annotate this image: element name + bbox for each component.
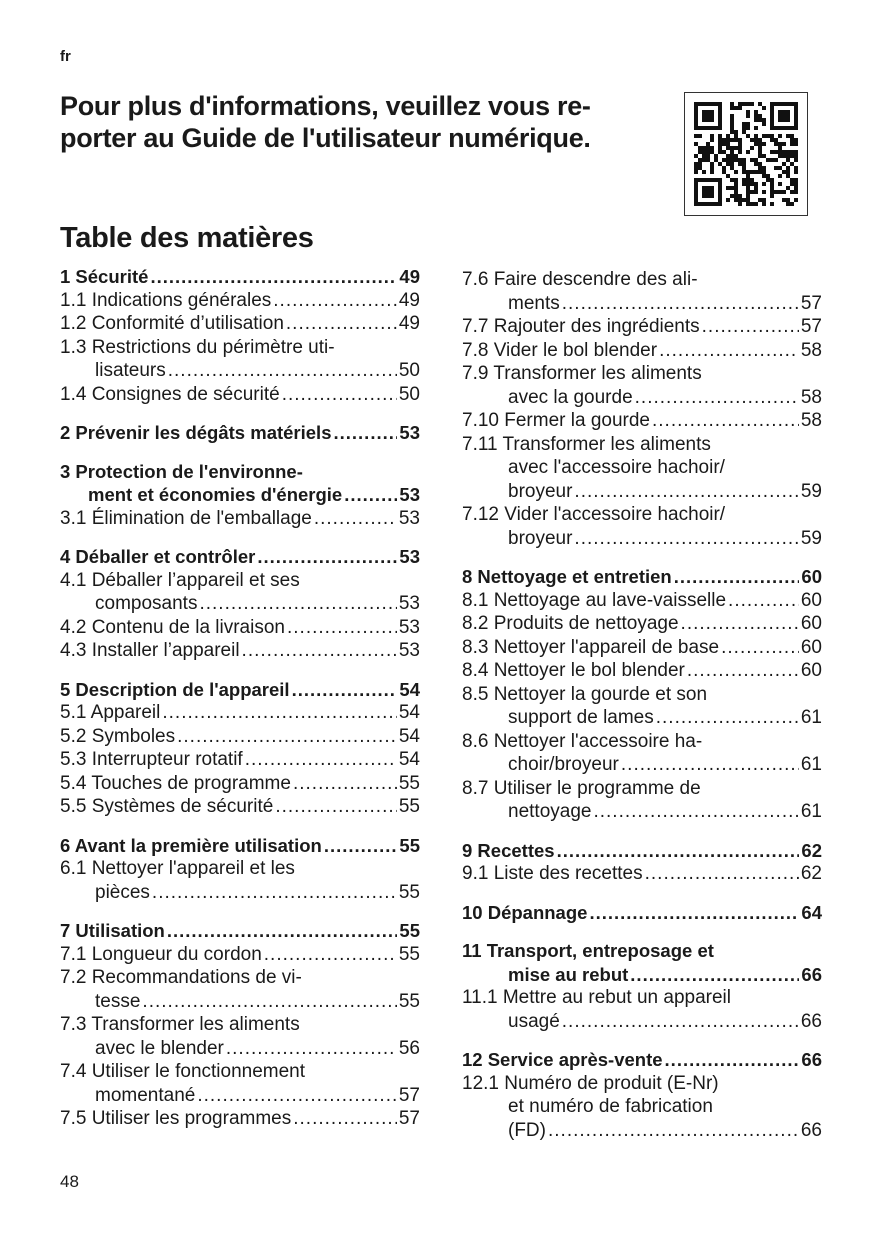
toc-page-number: 54 — [398, 749, 420, 770]
toc-chapter[interactable] — [462, 901, 822, 925]
toc-page-number: 53 — [399, 422, 420, 443]
dot-leader — [589, 901, 799, 925]
toc-entry-title: 1.1 Indications générales — [60, 289, 272, 311]
toc-entry-title: 3 Protection de l'environne- — [60, 460, 303, 482]
toc-entry-title: lisateurs — [95, 360, 166, 381]
toc-entry-title: avec le blender — [95, 1037, 224, 1059]
toc-entry-title: 4.1 Déballer l’appareil et ses — [60, 569, 300, 591]
toc-entry[interactable] — [60, 639, 420, 663]
toc-entry-title: broyeur — [508, 527, 573, 549]
toc-chapter[interactable] — [462, 839, 822, 863]
toc-entry[interactable] — [60, 507, 420, 531]
toc-entry-title: 5 Description de l'appareil — [60, 678, 290, 700]
dot-leader — [282, 383, 397, 407]
toc-entry-title: choir/broyeur — [508, 754, 619, 775]
toc-page-number: 59 — [800, 527, 822, 549]
qr-code — [684, 92, 808, 216]
toc-entry-title: nettoyage — [508, 801, 592, 822]
dot-leader — [656, 706, 799, 730]
dot-leader — [681, 612, 799, 636]
toc-page-number: 53 — [398, 616, 420, 638]
dot-leader — [162, 701, 397, 725]
dot-leader — [674, 565, 800, 589]
dot-leader — [275, 795, 397, 819]
toc-page-number: 55 — [398, 772, 420, 794]
dot-leader — [548, 1119, 799, 1143]
dot-leader — [293, 772, 397, 796]
toc-entry-title: mise au rebut — [508, 963, 629, 985]
headline-line-2: porter au Guide de l'utilisateur numérique. — [60, 123, 591, 153]
toc-entry-title: 12.1 Numéro de produit (E-Nr) — [462, 1072, 719, 1094]
toc-entry-title: 7.2 Recommandations de vi- — [60, 967, 302, 988]
toc-page-number: 57 — [800, 292, 822, 314]
toc-entry-title: 11 Transport, entreposage et — [462, 940, 714, 961]
toc-page-number: 61 — [800, 754, 822, 775]
toc-entry[interactable] — [60, 701, 420, 725]
toc-page-number: 55 — [398, 796, 420, 817]
toc-page-number: 60 — [801, 566, 822, 587]
qr-code-image — [694, 102, 798, 206]
toc-entry[interactable] — [462, 862, 822, 886]
toc-page-number: 55 — [398, 881, 420, 903]
toc-entry-title: 7.10 Fermer la gourde — [462, 410, 650, 431]
toc-page-number: 50 — [398, 360, 420, 381]
dot-leader — [150, 265, 397, 289]
toc-entry[interactable] — [462, 362, 822, 409]
toc-entry-title: 7.12 Vider l'accessoire hachoir/ — [462, 504, 726, 525]
toc-entry-title: et numéro de fabrication — [508, 1096, 713, 1117]
toc-right-column — [462, 268, 822, 1142]
toc-page-number: 57 — [398, 1084, 420, 1106]
toc-page-number: 58 — [800, 386, 822, 408]
toc-page-number: 57 — [800, 316, 822, 337]
toc-entry-title: 7.4 Utiliser le fonctionnement — [60, 1061, 306, 1082]
toc-entry[interactable] — [60, 383, 420, 407]
toc-page-number: 60 — [800, 636, 822, 658]
toc-entry[interactable] — [462, 503, 822, 550]
dot-leader — [630, 963, 799, 987]
toc-chapter[interactable] — [462, 1048, 822, 1072]
toc-chapter[interactable] — [60, 460, 420, 507]
toc-left-column — [60, 265, 420, 1131]
toc-entry-title: 1.4 Consignes de sécurité — [60, 383, 280, 405]
toc-entry-title: 4.2 Contenu de la livraison — [60, 616, 285, 638]
toc-page-number: 55 — [399, 920, 420, 941]
dot-leader — [665, 1048, 800, 1072]
dot-leader — [197, 1084, 397, 1108]
toc-entry[interactable] — [60, 1107, 420, 1131]
toc-entry-title: broyeur — [508, 480, 573, 502]
toc-entry[interactable] — [462, 268, 822, 315]
toc-entry-title: 7 Utilisation — [60, 920, 165, 941]
dot-leader — [286, 312, 397, 336]
toc-entry[interactable] — [60, 289, 420, 313]
toc-entry[interactable] — [462, 612, 822, 636]
toc-page-number: 55 — [398, 943, 420, 965]
toc-entry-title: 8.2 Produits de nettoyage — [462, 613, 679, 634]
toc-entry-title: support de lames — [508, 707, 654, 728]
toc-title: Table des matières — [60, 222, 314, 254]
toc-chapter[interactable] — [60, 545, 420, 569]
toc-entry-title: 8.6 Nettoyer l'accessoire ha- — [462, 730, 703, 752]
dot-leader — [593, 800, 798, 824]
toc-entry-title: (FD) — [508, 1119, 546, 1141]
dot-leader — [142, 990, 396, 1014]
toc-entry[interactable] — [462, 315, 822, 339]
toc-entry-title: 4.3 Installer l’appareil — [60, 640, 240, 661]
toc-page-number: 49 — [399, 266, 420, 287]
toc-entry-title: momentané — [95, 1084, 196, 1106]
toc-page-number: 62 — [801, 839, 822, 861]
toc-page-number: 49 — [398, 313, 420, 334]
dot-leader — [273, 289, 397, 313]
toc-entry-title: ment et économies d'énergie — [88, 484, 343, 505]
toc-entry[interactable] — [60, 748, 420, 772]
toc-entry-title: 5.5 Systèmes de sécurité — [60, 796, 274, 817]
toc-chapter[interactable] — [60, 834, 420, 858]
toc-entry[interactable] — [60, 772, 420, 796]
toc-entry-title: 8.5 Nettoyer la gourde et son — [462, 683, 708, 705]
toc-page-number: 53 — [399, 546, 420, 567]
toc-page-number: 61 — [800, 801, 822, 822]
dot-leader — [242, 639, 397, 663]
toc-entry-title: 7.3 Transformer les aliments — [60, 1014, 300, 1035]
toc-page-number: 50 — [398, 383, 420, 405]
toc-entry[interactable] — [462, 636, 822, 660]
toc-entry-title: pièces — [95, 881, 150, 903]
dot-leader — [344, 483, 397, 507]
dot-leader — [333, 421, 397, 445]
dot-leader — [245, 748, 397, 772]
toc-page-number: 56 — [398, 1037, 420, 1059]
headline-line-1: Pour plus d'informations, veuillez vous re- — [60, 91, 591, 121]
dot-leader — [293, 1107, 397, 1131]
toc-page-number: 57 — [398, 1108, 420, 1129]
toc-entry[interactable] — [462, 1072, 822, 1143]
toc-entry-title: 2 Prévenir les dégâts matériels — [60, 422, 332, 443]
toc-entry[interactable] — [60, 1060, 420, 1107]
toc-entry[interactable] — [462, 777, 822, 824]
toc-entry[interactable] — [462, 659, 822, 683]
toc-entry-title: 4 Déballer et contrôler — [60, 546, 256, 567]
dot-leader — [152, 881, 397, 905]
toc-entry[interactable] — [462, 986, 822, 1033]
toc-page-number: 59 — [800, 480, 822, 502]
toc-entry-title: 7.5 Utiliser les programmes — [60, 1108, 292, 1129]
toc-chapter[interactable] — [462, 939, 822, 986]
toc-entry-title: 7.8 Vider le bol blender — [462, 339, 658, 361]
toc-entry-title: 10 Dépannage — [462, 901, 588, 923]
toc-entry-title: 1.3 Restrictions du périmètre uti- — [60, 336, 335, 358]
toc-page-number: 60 — [800, 613, 822, 634]
toc-entry-title: 7.9 Transformer les aliments — [462, 363, 702, 384]
dot-leader — [287, 616, 397, 640]
dot-leader — [635, 386, 799, 410]
toc-entry-title: 9 Recettes — [462, 839, 555, 861]
toc-page-number: 58 — [800, 410, 822, 431]
toc-entry[interactable] — [462, 730, 822, 777]
page-number: 48 — [60, 1172, 79, 1191]
dot-leader — [645, 862, 799, 886]
toc-entry[interactable] — [462, 339, 822, 363]
dot-leader — [574, 527, 798, 551]
toc-page-number: 60 — [800, 660, 822, 681]
dot-leader — [687, 659, 799, 683]
toc-page-number: 66 — [800, 1119, 822, 1141]
dot-leader — [574, 480, 798, 504]
toc-entry-title: avec l'accessoire hachoir/ — [508, 457, 725, 478]
toc-entry[interactable] — [60, 1013, 420, 1060]
dot-leader — [652, 409, 799, 433]
toc-entry-title: ments — [508, 292, 560, 314]
toc-entry-title: 7.11 Transformer les aliments — [462, 433, 711, 455]
toc-chapter[interactable] — [462, 565, 822, 589]
toc-entry-title: 8.7 Utiliser le programme de — [462, 777, 701, 799]
toc-entry-title: 1.2 Conformité d’utilisation — [60, 313, 284, 334]
dot-leader — [557, 839, 800, 863]
dot-leader — [659, 339, 799, 363]
toc-entry[interactable] — [60, 857, 420, 904]
toc-page-number: 53 — [398, 507, 420, 529]
toc-entry[interactable] — [60, 966, 420, 1013]
toc-entry[interactable] — [462, 409, 822, 433]
toc-page-number: 60 — [800, 589, 822, 611]
toc-entry-title: 3.1 Élimination de l'emballage — [60, 507, 312, 529]
dot-leader — [292, 678, 398, 702]
toc-entry[interactable] — [60, 569, 420, 616]
toc-entry-title: 5.4 Touches de programme — [60, 772, 291, 794]
toc-entry-title: 7.7 Rajouter des ingrédients — [462, 316, 700, 337]
toc-page-number: 66 — [800, 1010, 822, 1032]
toc-entry-title: usagé — [508, 1010, 560, 1032]
toc-entry-title: avec la gourde — [508, 386, 633, 408]
dot-leader — [199, 592, 396, 616]
toc-page-number: 53 — [399, 484, 420, 505]
toc-entry[interactable] — [462, 589, 822, 613]
toc-entry-title: 8.4 Nettoyer le bol blender — [462, 660, 685, 681]
toc-entry-title: 8.1 Nettoyage au lave-vaisselle — [462, 589, 727, 611]
toc-page-number: 49 — [398, 289, 420, 311]
dot-leader — [177, 725, 397, 749]
toc-page-number: 55 — [398, 990, 420, 1012]
dot-leader — [728, 589, 799, 613]
toc-entry-title: composants — [95, 593, 198, 614]
toc-page-number: 54 — [398, 702, 420, 723]
toc-entry-title: 6 Avant la première utilisation — [60, 834, 322, 856]
dot-leader — [314, 507, 397, 531]
toc-entry[interactable] — [60, 943, 420, 967]
toc-page-number: 54 — [398, 725, 420, 747]
headline — [60, 90, 670, 154]
toc-page-number: 55 — [399, 834, 420, 856]
toc-page-number: 64 — [801, 901, 822, 923]
dot-leader — [167, 919, 398, 943]
toc-entry-title: 1 Sécurité — [60, 266, 149, 287]
toc-page-number: 66 — [801, 963, 822, 985]
toc-entry[interactable] — [60, 616, 420, 640]
toc-entry-title: 12 Service après-vente — [462, 1049, 663, 1070]
toc-page-number: 58 — [800, 339, 822, 361]
toc-entry-title: tesse — [95, 990, 141, 1012]
toc-page-number: 62 — [800, 863, 822, 884]
toc-chapter[interactable] — [60, 678, 420, 702]
toc-page-number: 66 — [801, 1049, 822, 1070]
toc-entry-title: 5.2 Symboles — [60, 725, 176, 747]
dot-leader — [324, 834, 398, 858]
dot-leader — [621, 753, 799, 777]
toc-entry-title: 6.1 Nettoyer l'appareil et les — [60, 858, 295, 879]
toc-entry-title: 9.1 Liste des recettes — [462, 863, 643, 884]
toc-page-number: 53 — [398, 640, 420, 661]
toc-entry-title: 11.1 Mettre au rebut un appareil — [462, 987, 731, 1008]
toc-entry[interactable] — [462, 433, 822, 504]
toc-entry-title: 5.3 Interrupteur rotatif — [60, 749, 243, 770]
toc-chapter[interactable] — [60, 265, 420, 289]
toc-entry[interactable] — [462, 683, 822, 730]
toc-entry[interactable] — [60, 336, 420, 383]
toc-entry[interactable] — [60, 795, 420, 819]
dot-leader — [562, 292, 799, 316]
toc-entry-title: 7.6 Faire descendre des ali- — [462, 269, 698, 290]
dot-leader — [721, 636, 799, 660]
toc-entry[interactable] — [60, 725, 420, 749]
dot-leader — [226, 1037, 397, 1061]
dot-leader — [562, 1010, 799, 1034]
dot-leader — [168, 359, 397, 383]
dot-leader — [702, 315, 799, 339]
toc-chapter[interactable] — [60, 919, 420, 943]
toc-entry-title: 8.3 Nettoyer l'appareil de base — [462, 636, 720, 658]
dot-leader — [257, 545, 397, 569]
toc-entry-title: 7.1 Longueur du cordon — [60, 943, 262, 965]
toc-page-number: 54 — [399, 678, 420, 700]
language-code: fr — [60, 48, 71, 65]
toc-page-number: 53 — [398, 593, 420, 614]
toc-entry-title: 5.1 Appareil — [60, 702, 161, 723]
toc-chapter[interactable] — [60, 421, 420, 445]
dot-leader — [264, 943, 397, 967]
toc-entry[interactable] — [60, 312, 420, 336]
toc-entry-title: 8 Nettoyage et entretien — [462, 566, 672, 587]
toc-page-number: 61 — [800, 707, 822, 728]
